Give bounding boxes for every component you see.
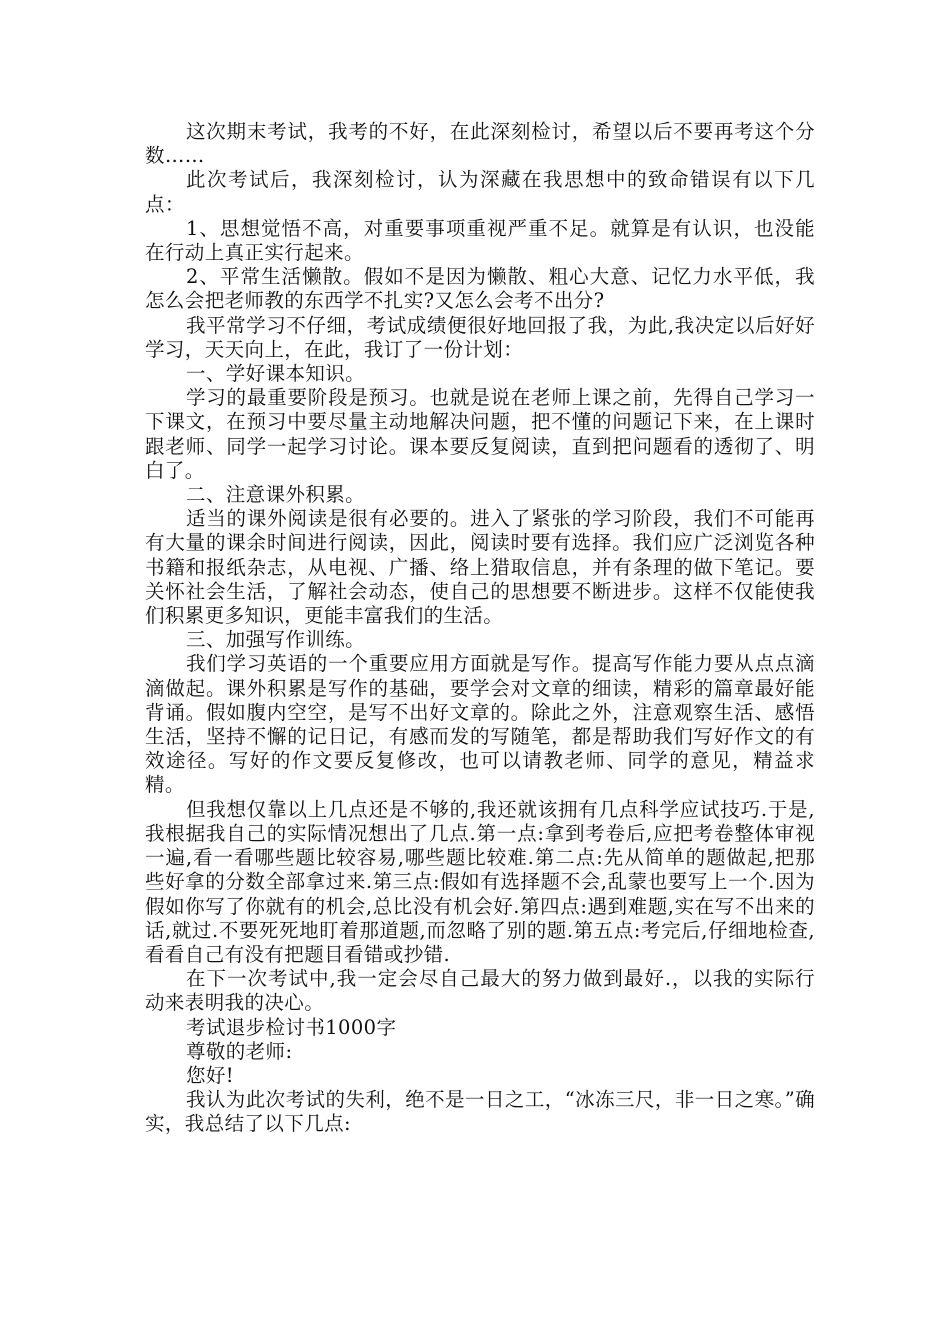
second-title: 考试退步检讨书1000字 [185, 1015, 397, 1039]
salutation: 尊敬的老师: [185, 1039, 293, 1063]
paragraph-point-1: 1、思想觉悟不高，对重要事项重视严重不足。就算是有认识，也没能在行动上真正实行起来。 [145, 216, 815, 265]
paragraph-plan-intro: 我平常学习不仔细，考试成绩便很好地回报了我，为此,我决定以后好好学习，天天向上，在此，我订了一份计划： [145, 313, 815, 361]
paragraph-resolution: 在下一次考试中,我一定会尽自己最大的努力做到最好.，以我的实际行动来表明我的决心。 [145, 967, 815, 1015]
paragraph-section-2: 适当的课外阅读是很有必要的。进入了紧张的学习阶段，我们不可能再有大量的课余时间进行阅读，因此，阅读时要有选择。我们应广泛浏览各种书籍和报纸杂志，从电视、广播、络上猎取信息，并有条理的做下笔记。要关怀社会生活，了解社会动态，使自己的思想要不断进步。这样不仅能使我们积累更多知识，更能丰富我们的生活。 [145, 507, 815, 628]
section-heading-1: 一、学好课本知识。 [185, 362, 366, 386]
paragraph-reflection: 此次考试后，我深刻检讨，认为深藏在我思想中的致命错误有以下几点： [145, 168, 815, 216]
greeting: 您好! [185, 1063, 234, 1087]
section-heading-3: 三、加强写作训练。 [185, 628, 366, 652]
paragraph-section-1: 学习的最重要阶段是预习。也就是说在老师上课之前，先得自己学习一下课文，在预习中要尽量主动地解决问题，把不懂的问题记下来，在上课时跟老师、同学一起学习讨论。课本要反复阅读，直到把问题看的透彻了、明白了。 [145, 386, 815, 482]
document-body [145, 120, 815, 1137]
paragraph-intro: 这次期末考试，我考的不好，在此深刻检讨，希望以后不要再考这个分数…… [145, 120, 815, 168]
paragraph-section-3: 我们学习英语的一个重要应用方面就是写作。提高写作能力要从点点滴滴做起。课外积累是写作的基础，要学会对文章的细读，精彩的篇章最好能背诵。假如腹内空空，是写不出好文章的。除此之外，注意观察生活、感悟生活，坚持不懈的记日记，有感而发的写随笔，都是帮助我们写好作文的有效途径。写好的作文要反复修改，也可以请教老师、同学的意见，精益求精。 [145, 652, 815, 797]
section-heading-2: 二、注意课外积累。 [185, 483, 366, 507]
paragraph-second-intro: 我认为此次考试的失利，绝不是一日之工，“冰冻三尺，非一日之寒。”确实，我总结了以下几点: [145, 1088, 815, 1136]
paragraph-exam-tips: 但我想仅靠以上几点还是不够的,我还就该拥有几点科学应试技巧.于是,我根据我自己的实际情况想出了几点.第一点:拿到考卷后,应把考卷整体审视一遍,看一看哪些题比较容易,哪些题比较难.第二点:先从简单的题做起,把那些好拿的分数全部拿过来.第三点:假如有选择题不会,乱蒙也要写上一个.因为假如你写了你就有的机会,总比没有机会好.第四点:遇到难题,实在写不出来的话,就过.不要死死地盯着那道题,而忽略了别的题.第五点:考完后,仔细地检查,看看自己有没有把题目看错或抄错. [145, 797, 815, 966]
paragraph-point-2: 2、平常生活懒散。假如不是因为懒散、粗心大意、记忆力水平低，我怎么会把老师教的东西学不扎实?又怎么会考不出分? [145, 265, 815, 313]
